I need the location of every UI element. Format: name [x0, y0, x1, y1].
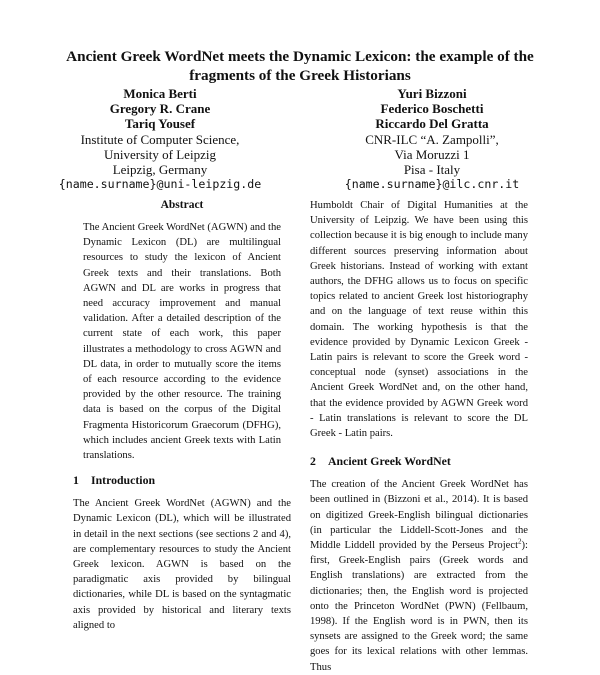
right-column: [310, 198, 528, 675]
section-title: Ancient Greek WordNet: [328, 454, 451, 469]
section-number: 2: [310, 454, 316, 469]
abstract-body: [73, 220, 291, 463]
paper-title: Ancient Greek WordNet meets the Dynamic Lexicon: the example of the fragments of the Greek Historians: [66, 48, 534, 84]
abstract-heading: Abstract: [160, 199, 204, 211]
affiliation-line: Institute of Computer Science,: [80, 131, 240, 147]
author-block-left: [50, 86, 270, 192]
author-name: Yuri Bizzoni: [397, 86, 467, 101]
affiliation-line: Pisa - Italy: [403, 162, 461, 178]
affiliation-line: CNR-ILC “A. Zampolli”,: [365, 131, 499, 147]
author-name: Gregory R. Crane: [109, 101, 211, 117]
author-block-right: [312, 86, 552, 192]
affiliation-line: Leipzig, Germany: [112, 162, 208, 178]
section-number: 1: [73, 473, 79, 488]
author-name: Federico Boschetti: [380, 101, 484, 117]
left-column: [73, 198, 291, 633]
abstract-text: The Ancient Greek WordNet (AGWN) and the Dynamic Lexicon (DL) are multilingual resources to study the lexicon of Ancient Greek texts and their translations. Both AGWN and DL are works in progress that need accuracy improvement and manual validation. After a detailed description of the current state of each work, this paper illustrates a methodology to cross AGWN and DL data, in order to mutually score the items of each resource according to the evidence provided by the other resource. The training data is based on the corpus of the Digital Fragmenta Historicorum Graecorum (DFHG), which includes ancient Greek texts with Latin translations.: [83, 222, 281, 462]
affiliation-line: University of Leipzig: [104, 146, 216, 162]
introduction-continued-text: Humboldt Chair of Digital Humanities at the University of Leipzig. We have been using this collection because it is big enough to include many different sources preserving information about Greek historians. Instead of working with extant authors, the DFHG allows us to focus on specific topics related to ancient Greek lost historiography and on the language of text reuse within this domain. The working hypothesis is that the evidence provided by Dynamic Lexicon Greek - Latin pairs is relevant to score the Greek word - conceptual node (synset) associations in the Ancient Greek WordNet and, on the other hand, that the evidence provided by AGWN Greek word - Latin translations is relevant to score the DL Greek - Latin pairs.: [310, 200, 528, 440]
agwn-text-part: ): first, Greek-English pairs (Greek words and English translations) are extracted from the dictionaries; then, the English word is projected onto the Princeton WordNet (PWN) (Fellbaum, 1998). If the English word is in PWN, then its synsets are assigned to the Greek word; the same goes for its lexical relations with other lemmas. Thus: [310, 540, 528, 673]
agwn-text-part: The creation of the Ancient Greek WordNet has been outlined in (Bizzoni et al., 2014). It is based on digitized Greek-English bilingual dictionaries (in particular the Liddell-Scott-Jones and the Middle Liddell provided by the Perseus Project: [310, 479, 528, 552]
introduction-text: The Ancient Greek WordNet (AGWN) and the Dynamic Lexicon (DL), which will be illustrated in detail in the next sections (see sections 2 and 4), are complementary resources to study the Ancient Greek lexicon. AGWN is based on the paradigmatic axis provided by bilingual dictionaries, while DL is based on the syntagmatic axis provided by historical and literary texts aligned to: [73, 498, 291, 631]
author-email: {name.surname}@ilc.cnr.it: [344, 177, 520, 192]
affiliation-line: Via Moruzzi 1: [394, 146, 470, 162]
footnote-mark: 2: [518, 537, 522, 546]
section-title: Introduction: [91, 473, 156, 488]
agwn-section-text: [310, 477, 528, 675]
section-heading-agwn: [310, 454, 528, 468]
author-name: Tariq Yousef: [124, 116, 196, 132]
author-name: Riccardo Del Gratta: [375, 116, 489, 132]
author-name: Monica Berti: [123, 86, 197, 101]
section-heading-introduction: [73, 473, 291, 487]
author-email: {name.surname}@uni-leipzig.de: [58, 177, 262, 192]
